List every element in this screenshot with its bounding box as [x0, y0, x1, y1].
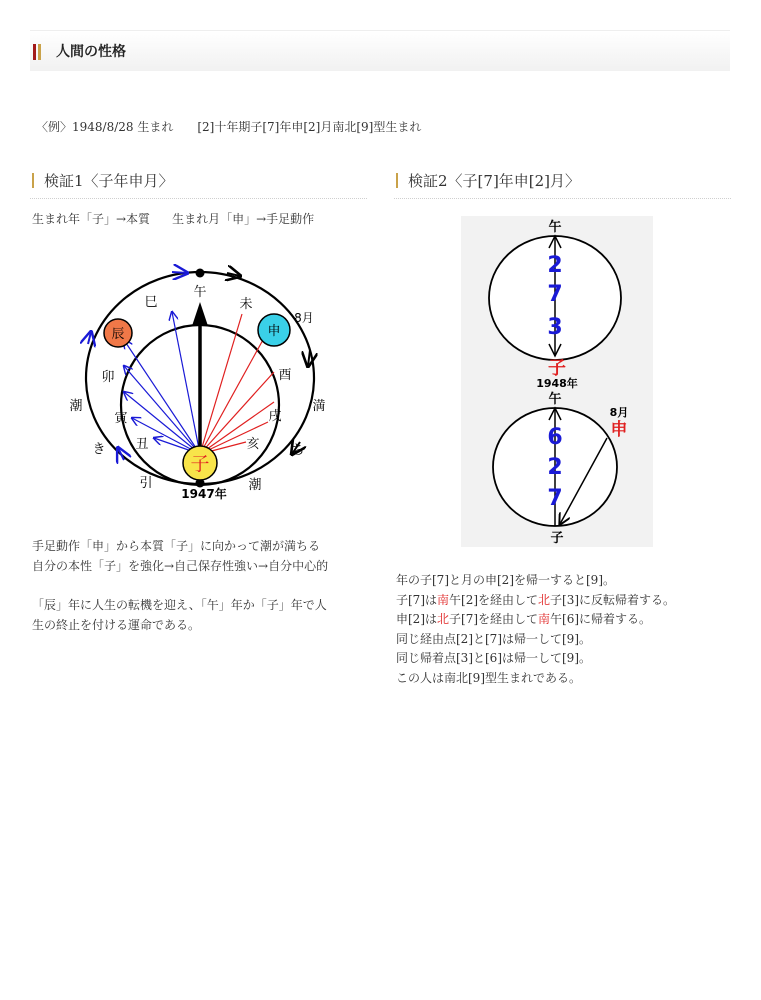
- svg-text:辰: 辰: [111, 327, 125, 342]
- subline-month: 生まれ月「申」→手足動作: [172, 212, 315, 226]
- outer-arrow-blue-top: [172, 272, 187, 273]
- left-paragraph-1: [32, 537, 328, 576]
- header-accent-bar-gold: [38, 44, 41, 60]
- section-heading-2: [394, 170, 731, 199]
- left-subline: [32, 210, 367, 227]
- outer-arrow-black-right: [308, 350, 310, 366]
- svg-text:1948年: 1948年: [536, 377, 578, 390]
- svg-text:酉: 酉: [278, 368, 292, 383]
- text-line: 同じ経由点[2]と[7]は帰一して[9]。: [396, 631, 591, 646]
- right-paragraph: [396, 571, 675, 688]
- svg-text:申: 申: [610, 420, 628, 440]
- svg-text:亥: 亥: [246, 437, 260, 452]
- svg-text:卯: 卯: [101, 370, 115, 385]
- svg-text:2: 2: [547, 455, 563, 480]
- outer-arrow-blue-bottom: [118, 448, 124, 460]
- heading-marker: [32, 173, 34, 188]
- svg-text:き: き: [92, 442, 106, 457]
- header-accent-bar: [33, 44, 36, 60]
- svg-text:8月: 8月: [609, 406, 629, 419]
- svg-text:2: 2: [547, 253, 563, 278]
- heading-marker: [396, 173, 398, 188]
- text-line: 同じ帰着点[3]と[6]は帰一して[9]。: [396, 651, 591, 665]
- example-type: [2]十年期子[7]年申[2]月南北[9]型生まれ: [197, 120, 422, 134]
- text-line: 「辰」年に人生の転機を迎え、「午」年か「子」年で人: [32, 598, 327, 612]
- svg-text:1947年: 1947年: [181, 487, 227, 501]
- text-line: この人は南北[9]型生まれである。: [396, 670, 581, 685]
- svg-text:子: 子: [548, 358, 566, 379]
- text-line: 年の子[7]と月の申[2]を帰一すると[9]。: [396, 573, 615, 587]
- svg-text:午: 午: [193, 285, 207, 300]
- example-line: [36, 118, 421, 135]
- zodiac-tide-diagram: [62, 262, 332, 504]
- heading-text: 検証2〈子[7]年申[2]月〉: [408, 172, 581, 190]
- heading-text: 検証1〈子年申月〉: [44, 172, 174, 190]
- text-line: 生の終止を付ける運命である。: [32, 617, 201, 632]
- page-title: 人間の性格: [56, 44, 126, 60]
- svg-text:午: 午: [548, 392, 562, 407]
- left-paragraph-2: [32, 596, 327, 635]
- svg-text:巳: 巳: [144, 295, 158, 310]
- svg-text:満: 満: [312, 399, 326, 414]
- page-header: [30, 30, 730, 71]
- svg-text:未: 未: [239, 297, 253, 312]
- svg-text:申: 申: [267, 324, 281, 339]
- top-dot: [196, 269, 205, 278]
- svg-text:8月: 8月: [294, 311, 314, 325]
- svg-text:子: 子: [190, 453, 210, 475]
- svg-text:寅: 寅: [114, 411, 128, 426]
- verification-1-section: [30, 170, 367, 227]
- svg-text:午: 午: [548, 220, 562, 235]
- svg-text:3: 3: [547, 315, 563, 340]
- section-heading-1: [30, 170, 367, 199]
- north-south-diagram: [461, 216, 653, 547]
- svg-text:戌: 戌: [268, 409, 282, 424]
- svg-text:7: 7: [547, 486, 563, 511]
- svg-text:7: 7: [547, 282, 563, 307]
- svg-text:引: 引: [139, 476, 153, 491]
- subline-year: 生まれ年「子」→本質: [32, 212, 151, 226]
- text-line: 自分の本性「子」を強化→自己保存性強い→自分中心的: [32, 558, 329, 573]
- outer-arrow-blue-left: [88, 332, 91, 344]
- text-line: 手足動作「申」から本質「子」に向かって潮が満ちる: [32, 539, 321, 553]
- example-birth: 〈例〉1948/8/28 生まれ: [36, 120, 174, 134]
- svg-text:潮: 潮: [69, 399, 83, 414]
- svg-text:子: 子: [550, 531, 564, 546]
- verification-2-section: [394, 170, 731, 199]
- svg-text:6: 6: [547, 425, 563, 450]
- svg-text:丑: 丑: [135, 437, 149, 452]
- text-line: 申[2]は北子[7]を経由して南午[6]に帰着する。: [396, 612, 652, 626]
- svg-text:ち: ち: [291, 443, 305, 458]
- svg-text:潮: 潮: [248, 478, 262, 493]
- text-line: 子[7]は南午[2]を経由して北子[3]に反転帰着する。: [396, 592, 676, 607]
